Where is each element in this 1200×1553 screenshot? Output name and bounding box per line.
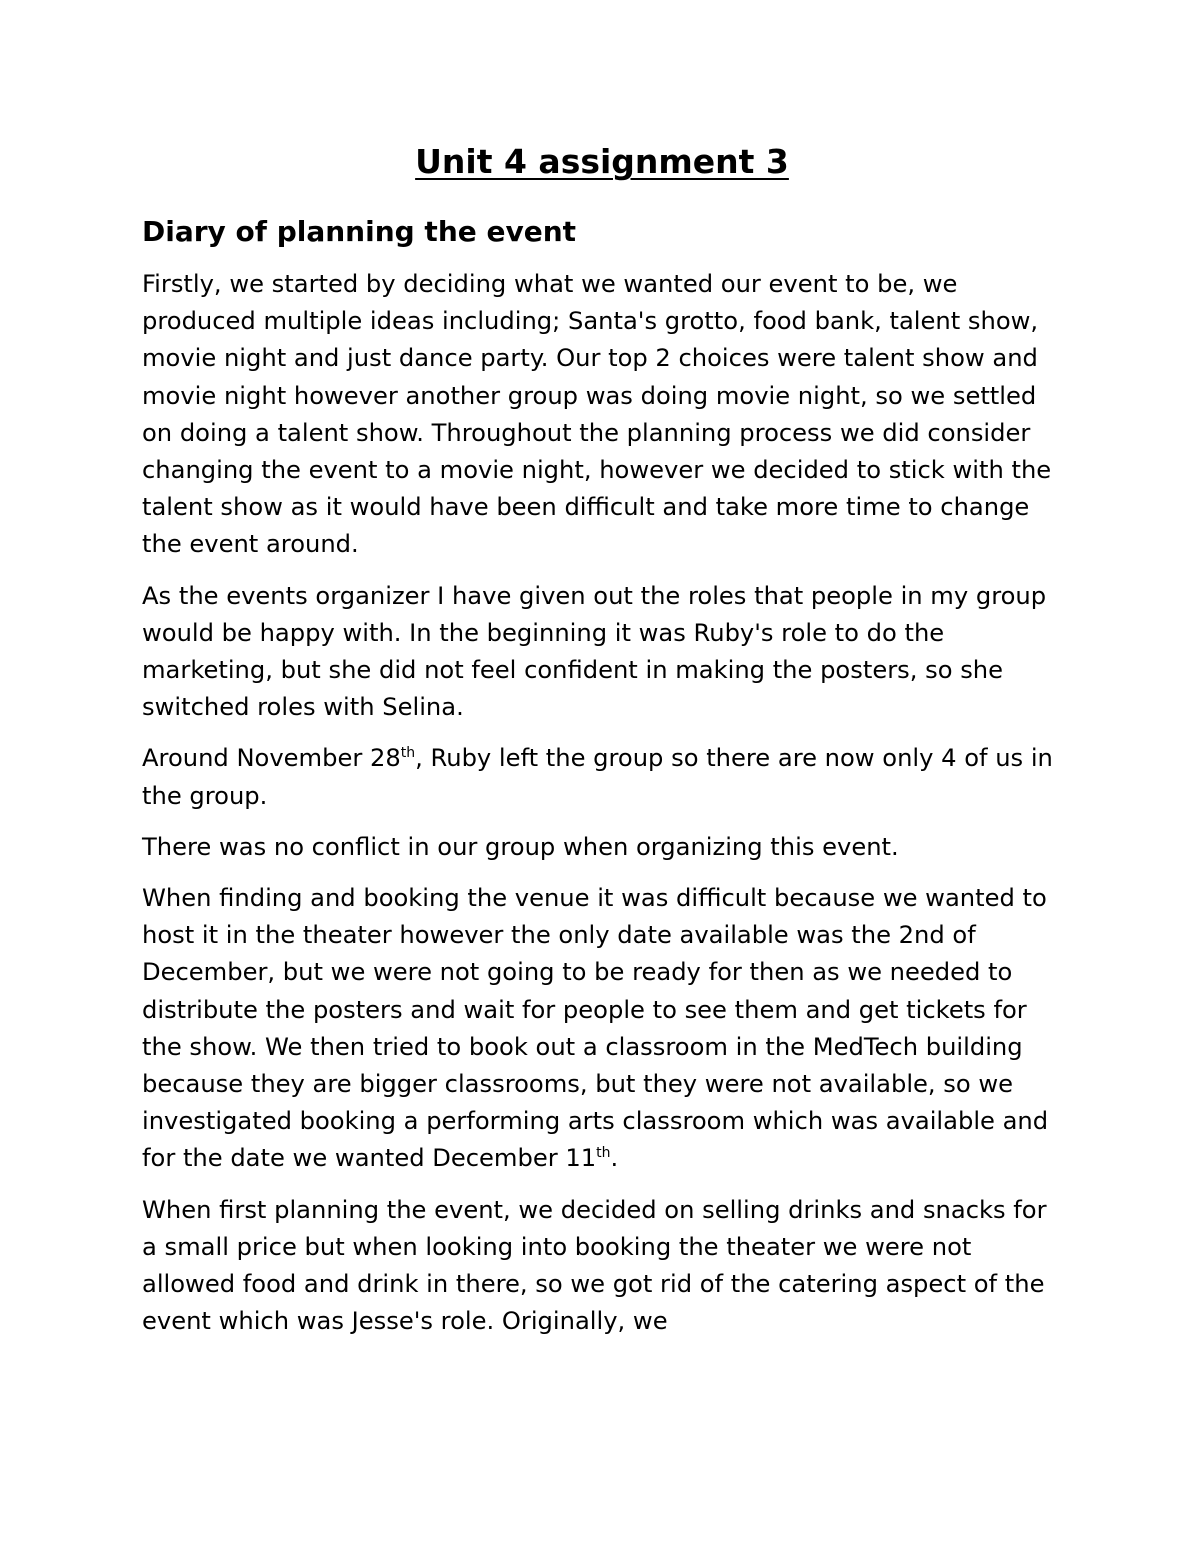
ordinal-suffix: th [400, 745, 416, 762]
paragraph-ruby-left [142, 740, 1062, 814]
paragraph-text: , Ruby left the group so there are now only 4 of us in the group. [142, 744, 1053, 810]
paragraph-venue [142, 880, 1062, 1178]
paragraph-text: Around November 28 [142, 744, 401, 773]
paragraph-roles: As the events organizer I have given out the roles that people in my group would be happy with. In the beginning it was Ruby's role to do the marketing, but she did not feel confident in making the posters, so she switched roles with Selina. [142, 581, 1047, 722]
paragraph-catering: When first planning the event, we decided on selling drinks and snacks for a small price but when looking into booking the theater we were not allowed food and drink in there, so we got rid of the catering aspect of the event which was Jesse's role. Originally, we [142, 1195, 1047, 1336]
ordinal-suffix: th [596, 1145, 611, 1162]
paragraph-no-conflict: There was no conflict in our group when organizing this event. [142, 832, 899, 861]
document-title: Unit 4 assignment 3 [415, 142, 789, 181]
section-heading: Diary of planning the event [142, 215, 577, 248]
paragraph-text: When finding and booking the venue it was difficult because we wanted to host it in the theater however the only date available was the 2nd of December, but we were not going to be ready for then as we needed to distribute the posters and wait for people to see them and get tickets for the show. We then tried to book out a classroom in the MedTech building because they are bigger classrooms, but they were not available, so we investigated booking a performing arts classroom which was available and for the date we wanted December 11 [142, 884, 1049, 1173]
paragraph-text: . [610, 1144, 619, 1173]
document-body [142, 140, 1062, 1354]
paragraph-event-choice: Firstly, we started by deciding what we wanted our event to be, we produced multiple ideas including; Santa's grotto, food bank, talent show, movie night and just dance party. Our top 2 choices were talent show and movie night however another group was doing movie night, so we settled on doing a talent show. Throughout the planning process we did consider changing the event to a movie night, however we decided to stick with the talent show as it would have been difficult and take more time to change the event around. [142, 270, 1052, 559]
